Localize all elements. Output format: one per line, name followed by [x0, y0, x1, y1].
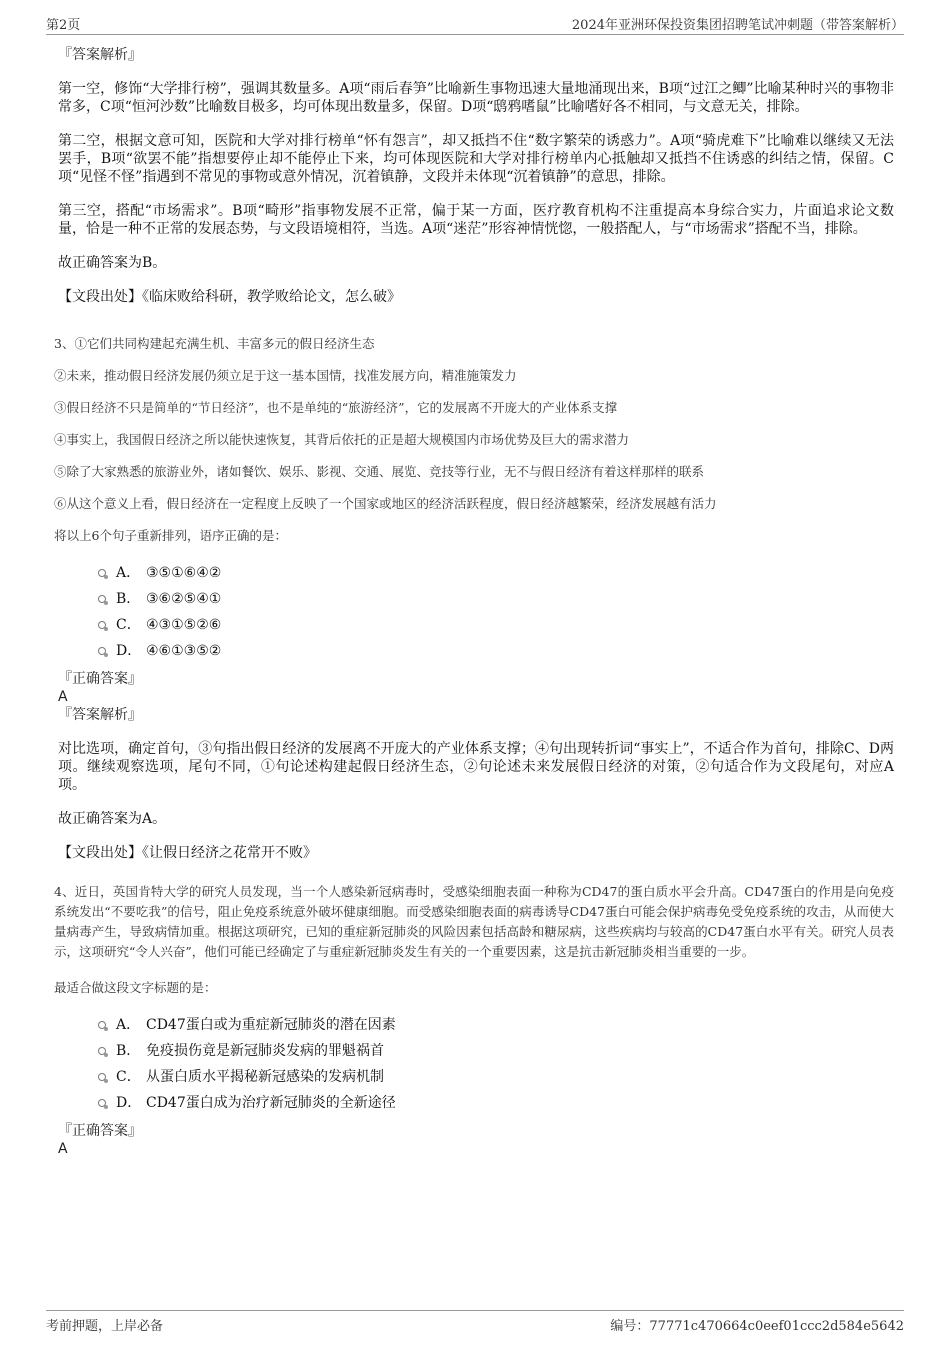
question-sentence: 3、①它们共同构建起充满生机、丰富多元的假日经济生态: [54, 336, 375, 351]
analysis-paragraph: 第二空，根据文意可知，医院和大学对排行榜单“怀有怨言”，却又抵挡不住“数字繁荣的诱惑力”。A项“骑虎难下”比喻难以继续又无法罢手，B项“欲罢不能”指想要停止却不能停止下来，均可体现医院和大学对排行榜单内心抵触却又抵挡不住诱惑的纠结之情，保留。C项“见怪不怪”指遇到不常见的事物或意外情况，沉着镇静，文段并未体现“沉着镇静”的意思，排除。: [58, 133, 894, 185]
analysis-paragraph: 第一空，修饰“大学排行榜”，强调其数量多。A项“雨后春笋”比喻新生事物迅速大量地涌现出来，B项“过江之鲫”比喻某种时兴的事物非常多，C项“恒河沙数”比喻数目极多，均可体现出数量多，保留。D项“鸱鸦嗜鼠”比喻嗜好各不相同，与文意无关，排除。: [58, 81, 894, 115]
radio-icon[interactable]: [98, 1047, 106, 1055]
page-header: [46, 14, 904, 35]
page-footer: [46, 1310, 904, 1335]
radio-icon[interactable]: [98, 621, 106, 629]
radio-icon[interactable]: [98, 1073, 106, 1081]
page-content: [54, 46, 894, 1158]
option-d[interactable]: D． CD47蛋白成为治疗新冠肺炎的全新途径: [58, 1090, 894, 1116]
question-passage: 4、近日，英国肯特大学的研究人员发现，当一个人感染新冠病毒时，受感染细胞表面一种称为CD47的蛋白质水平会升高。CD47蛋白的作用是向免疫系统发出“不要吃我”的信号，阻止免疫系统意外破坏健康细胞。而受感染细胞表面的病毒诱导CD47蛋白可能会保护病毒免受免疫系统的攻击，从而使大量病毒产生，导致病情加重。根据这项研究，已知的重症新冠肺炎的风险因素包括高龄和糖尿病，这些疾病均与较高的CD47蛋白水平有关。研究人员表示，这项研究“令人兴奋”，他们可能已经确定了与重症新冠肺炎发生有关的一个重要因素，这是抗击新冠肺炎相当重要的一步。: [54, 884, 894, 959]
option-a[interactable]: A． CD47蛋白或为重症新冠肺炎的潜在因素: [58, 1012, 894, 1038]
question-prompt: 最适合做这段文字标题的是：: [54, 980, 217, 995]
option-b[interactable]: B． 免疫损伤竟是新冠肺炎发病的罪魁祸首: [58, 1038, 894, 1064]
option-d[interactable]: D． ④⑥①③⑤②: [58, 638, 894, 664]
option-c[interactable]: C． ④③①⑤②⑥: [58, 612, 894, 638]
footer-slogan: 考前押题，上岸必备: [46, 1319, 164, 1334]
correct-answer-value: A: [58, 1141, 68, 1157]
option-b[interactable]: B． ③⑥②⑤④①: [58, 586, 894, 612]
correct-answer-label: 『正确答案』: [58, 1123, 142, 1139]
radio-icon[interactable]: [98, 1021, 106, 1029]
question-sentence: ⑤除了大家熟悉的旅游业外，诸如餐饮、娱乐、影视、交通、展览、竞技等行业，无不与假日经济有着这样那样的联系: [54, 464, 705, 479]
q3-options: [58, 560, 894, 664]
radio-icon[interactable]: [98, 647, 106, 655]
passage-source: 【文段出处】《临床败给科研，教学败给论文，怎么破》: [58, 289, 401, 305]
passage-source: 【文段出处】《让假日经济之花常开不败》: [58, 845, 317, 861]
radio-icon[interactable]: [98, 595, 106, 603]
correct-answer-label: 『正确答案』: [58, 671, 142, 687]
question-sentence: ②未来，推动假日经济发展仍须立足于这一基本国情，找准发展方向，精准施策发力: [54, 368, 517, 383]
radio-icon[interactable]: [98, 569, 106, 577]
correct-answer-value: A: [58, 689, 68, 705]
document-serial: 编号：77771c470664c0eef01ccc2d584e5642: [610, 1319, 904, 1334]
analysis-paragraph: 对比选项，确定首句，③句指出假日经济的发展离不开庞大的产业体系支撑；④句出现转折词“事实上”，不适合作为首句，排除C、D两项。继续观察选项，尾句不同，①句论述构建起假日经济生态，②句论述未来发展假日经济的对策，②句适合作为文段尾句，对应A项。: [58, 741, 894, 793]
question-sentence: ③假日经济不只是简单的“节日经济”，也不是单纯的“旅游经济”，它的发展离不开庞大的产业体系支撑: [54, 400, 618, 415]
answer-conclusion: 故正确答案为A。: [58, 811, 167, 827]
answer-analysis-label: 『答案解析』: [58, 47, 142, 63]
question-sentence: ④事实上，我国假日经济之所以能快速恢复，其背后依托的正是超大规模国内市场优势及巨大的需求潜力: [54, 432, 630, 447]
document-title: 2024年亚洲环保投资集团招聘笔试冲刺题（带答案解析）: [571, 18, 904, 33]
radio-icon[interactable]: [98, 1099, 106, 1107]
q4-options: [58, 1012, 894, 1116]
option-a[interactable]: A． ③⑤①⑥④②: [58, 560, 894, 586]
answer-conclusion: 故正确答案为B。: [58, 255, 167, 271]
answer-analysis-label: 『答案解析』: [58, 707, 142, 723]
page-number: 第2页: [46, 18, 81, 33]
question-prompt: 将以上6个句子重新排列，语序正确的是：: [54, 528, 287, 543]
option-c[interactable]: C． 从蛋白质水平揭秘新冠感染的发病机制: [58, 1064, 894, 1090]
analysis-paragraph: 第三空，搭配“市场需求”。B项“畸形”指事物发展不正常，偏于某一方面，医疗教育机构不注重提高本身综合实力，片面追求论文数量，恰是一种不正常的发展态势，与文段语境相符，当选。A项“迷茫”形容神情恍惚，一般搭配人，与“市场需求”搭配不当，排除。: [58, 203, 894, 237]
question-sentence: ⑥从这个意义上看，假日经济在一定程度上反映了一个国家或地区的经济活跃程度，假日经济越繁荣，经济发展越有活力: [54, 496, 717, 511]
